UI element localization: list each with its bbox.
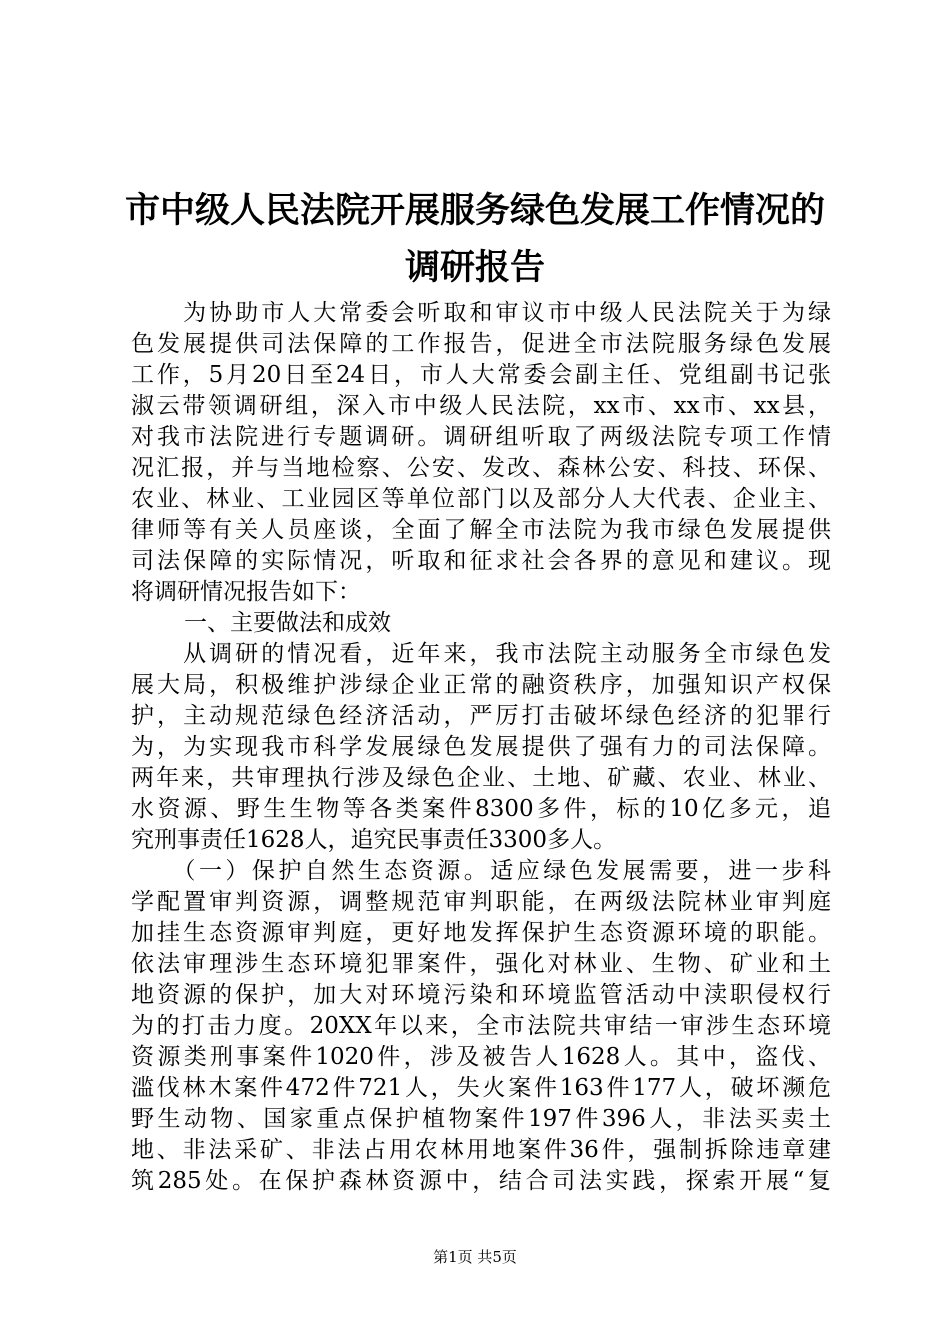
body-line: 资源类刑事案件1020件，涉及被告人1628人。其中，盗伐、 <box>131 1044 831 1070</box>
body-line: 地、非法采矿、非法占用农林用地案件36件，强制拆除违章建 <box>131 1137 831 1163</box>
body-line: 淑云带领调研组，深入市中级人民法院，xx市、xx市、xx县， <box>131 393 831 419</box>
body-line: 两年来，共审理执行涉及绿色企业、土地、矿藏、农业、林业、 <box>131 765 831 791</box>
document-title-line-2: 调研报告 <box>404 248 545 288</box>
body-line: 为，为实现我市科学发展绿色发展提供了强有力的司法保障。 <box>131 734 831 760</box>
body-line: 为的打击力度。20XX年以来，全市法院共审结一审涉生态环境 <box>131 1013 831 1039</box>
body-line: 展大局，积极维护涉绿企业正常的融资秩序，加强知识产权保 <box>131 672 831 698</box>
section-heading: 一、主要做法和成效 <box>184 610 391 636</box>
body-line: 野生动物、国家重点保护植物案件197件396人，非法买卖土 <box>131 1106 831 1132</box>
body-line: 水资源、野生生物等各类案件8300多件，标的10亿多元，追 <box>131 796 831 822</box>
page-footer: 第1页 共5页 <box>433 1248 517 1266</box>
body-line: 筑285处。在保护森林资源中，结合司法实践，探索开展“复 <box>131 1168 831 1194</box>
body-line: 究刑事责任1628人，追究民事责任3300多人。 <box>131 827 617 853</box>
body-line: 色发展提供司法保障的工作报告，促进全市法院服务绿色发展 <box>131 331 831 357</box>
document-title-line-1: 市中级人民法院开展服务绿色发展工作情况的 <box>124 191 825 231</box>
body-line: 加挂生态资源审判庭，更好地发挥保护生态资源环境的职能。 <box>131 920 831 946</box>
body-line: 司法保障的实际情况，听取和征求社会各界的意见和建议。现 <box>131 548 831 574</box>
body-line: 将调研情况报告如下： <box>131 579 361 605</box>
body-line: 况汇报，并与当地检察、公安、发改、森林公安、科技、环保、 <box>131 455 831 481</box>
body-line: 护，主动规范绿色经济活动，严厉打击破坏绿色经济的犯罪行 <box>131 703 831 729</box>
body-line: 地资源的保护，加大对环境污染和环境监管活动中渎职侵权行 <box>131 982 831 1008</box>
body-line: 为协助市人大常委会听取和审议市中级人民法院关于为绿 <box>131 300 831 326</box>
body-line: 律师等有关人员座谈，全面了解全市法院为我市绿色发展提供 <box>131 517 831 543</box>
body-line: （一）保护自然生态资源。适应绿色发展需要，进一步科 <box>131 858 831 884</box>
body-line: 农业、林业、工业园区等单位部门以及部分人大代表、企业主、 <box>131 486 831 512</box>
body-line: 从调研的情况看，近年来，我市法院主动服务全市绿色发 <box>131 641 831 667</box>
body-line: 学配置审判资源，调整规范审判职能，在两级法院林业审判庭 <box>131 889 831 915</box>
body-line: 工作，5月20日至24日，市人大常委会副主任、党组副书记张 <box>131 362 831 388</box>
body-line: 依法审理涉生态环境犯罪案件，强化对林业、生物、矿业和土 <box>131 951 831 977</box>
document-body <box>131 298 831 1197</box>
body-line: 滥伐林木案件472件721人，失火案件163件177人，破坏濒危 <box>131 1075 831 1101</box>
body-line: 对我市法院进行专题调研。调研组听取了两级法院专项工作情 <box>131 424 831 450</box>
